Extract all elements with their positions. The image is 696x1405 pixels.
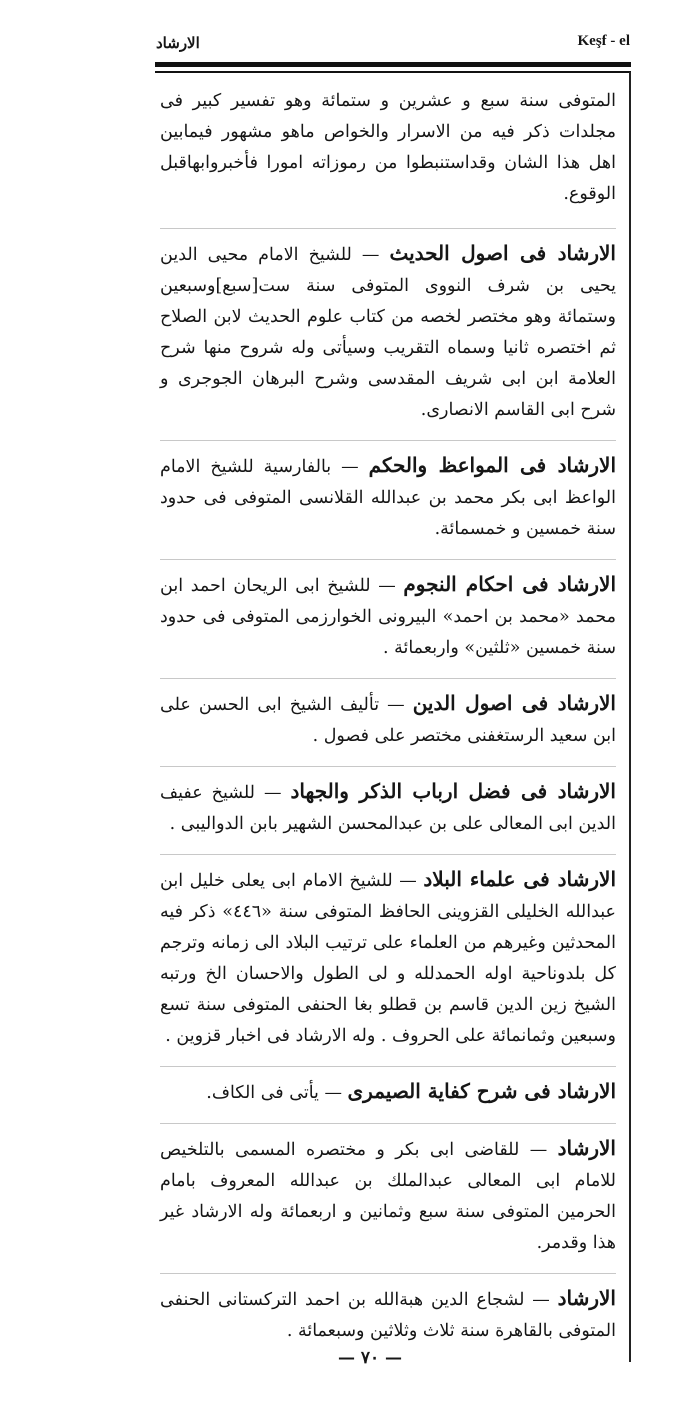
- entry-body: — للشيخ عفيف الدين ابى المعالى على بن عبدالمحسن الشهير بابن الدواليبى .: [160, 783, 616, 834]
- entry-heading: الارشاد فى علماء البلاد: [423, 867, 616, 891]
- entry: [160, 854, 616, 1066]
- entry-separator: [160, 766, 616, 767]
- running-header-collection: Keşf - el: [577, 33, 630, 49]
- entry: [160, 559, 616, 678]
- entry-separator: [160, 1066, 616, 1067]
- entry-separator: [160, 1273, 616, 1274]
- entry-heading: الارشاد فى احكام النجوم: [403, 572, 617, 596]
- entry-body: — للشيخ الامام ابى يعلى خليل ابن عبدالله الخليلى القزوينى الحافظ المتوفى سنة «٤٤٦» ذكر فيه المحدثين وغيرهم من العلماء على ترتيب البلاد الى زمانه وترجم كل بلدوناحية اوله الحمدلله و لى الطول والاحسان الخ ورتبه الشيخ زين الدين قاسم بن قطلو بغا الحنفى المتوفى سنة تسع وسبعين وثمانمائة على الحروف . وله الارشاد فى اخبار قزوين .: [160, 871, 616, 1046]
- entry-body: — بالفارسية للشيخ الامام الواعظ ابى بكر محمد بن عبدالله القلانسى المتوفى فى حدود سنة خمسين و خمسمائة.: [160, 457, 616, 539]
- entry-heading: الارشاد فى شرح كفاية الصيمرى: [347, 1079, 616, 1103]
- running-header-title-text: الارشاد: [156, 34, 200, 52]
- entry-separator: [160, 559, 616, 560]
- entry-separator: [160, 440, 616, 441]
- entry: [160, 1066, 616, 1123]
- running-header-title: [156, 34, 296, 52]
- header-rule-thick: [155, 62, 631, 67]
- entry-separator: [160, 228, 616, 229]
- entry-separator: [160, 1123, 616, 1124]
- entry-separator: [160, 678, 616, 679]
- entry: [160, 84, 616, 228]
- entry-body: — يأتى فى الكاف.: [206, 1083, 348, 1103]
- entry-body: — لشجاع الدين هبةالله بن احمد التركستانى الحنفى المتوفى بالقاهرة سنة ثلاث وثلاثين وسبعمائة .: [160, 1290, 616, 1341]
- entry: [160, 1123, 616, 1273]
- entry-body: — للشيخ ابى الريحان احمد ابن محمد «محمد بن احمد» البيرونى الخوارزمى المتوفى فى حدود سنة خمسين «ثلثين» واربعمائة .: [160, 576, 616, 658]
- entry: [160, 766, 616, 854]
- entry-heading: الارشاد فى المواعظ والحكم: [368, 453, 616, 477]
- entry: [160, 228, 616, 440]
- entry-heading: الارشاد: [557, 1286, 616, 1310]
- entry-heading: الارشاد: [557, 1136, 616, 1160]
- margin-line: [629, 72, 631, 1362]
- entry: [160, 440, 616, 559]
- entry-separator: [160, 854, 616, 855]
- entry-body: — تأليف الشيخ ابى الحسن على ابن سعيد الرستغفنى مختصر على فصول .: [160, 695, 616, 746]
- entry-body: المتوفى سنة سبع و عشرين و ستمائة وهو تفسير كبير فى مجلدات ذكر فيه من الاسرار والخواص ماهو مشهور فيمابين اهل هذا الشان وقداستنبطوا من رموزاته امورا فأخبروابهاقبل الوقوع.: [160, 91, 616, 204]
- entry-heading: الارشاد فى اصول الدين: [412, 691, 616, 715]
- entry: [160, 678, 616, 766]
- header-rule-thin: [155, 71, 631, 73]
- entry-heading: الارشاد فى فضل ارباب الذكر والجهاد: [290, 779, 616, 803]
- entry-body: — للشيخ الامام محيى الدين يحيى بن شرف النووى المتوفى سنة ست[سبع]وسبعين وستمائة وهو مختصر لخصه من كتاب علوم الحديث لابن الصلاح ثم اختصره ثانيا وسماه التقريب وسيأتى وله شروح منها شرح العلامة ابن ابى شريف المقدسى وشرح البرهان الجوجرى و شرح ابى القاسم الانصارى.: [160, 245, 616, 420]
- entry-body: — للقاضى ابى بكر و مختصره المسمى بالتلخيص للامام ابى المعالى عبدالملك بن عبدالله المعروف بامام الحرمين المتوفى سنة سبع وثمانين و اربعمائة وله الارشاد غير هذا وقدمر.: [160, 1140, 616, 1253]
- page-number: — ٧٠ —: [337, 1348, 403, 1368]
- entry-heading: الارشاد فى اصول الحديث: [389, 241, 616, 265]
- entries-column: [160, 84, 616, 1361]
